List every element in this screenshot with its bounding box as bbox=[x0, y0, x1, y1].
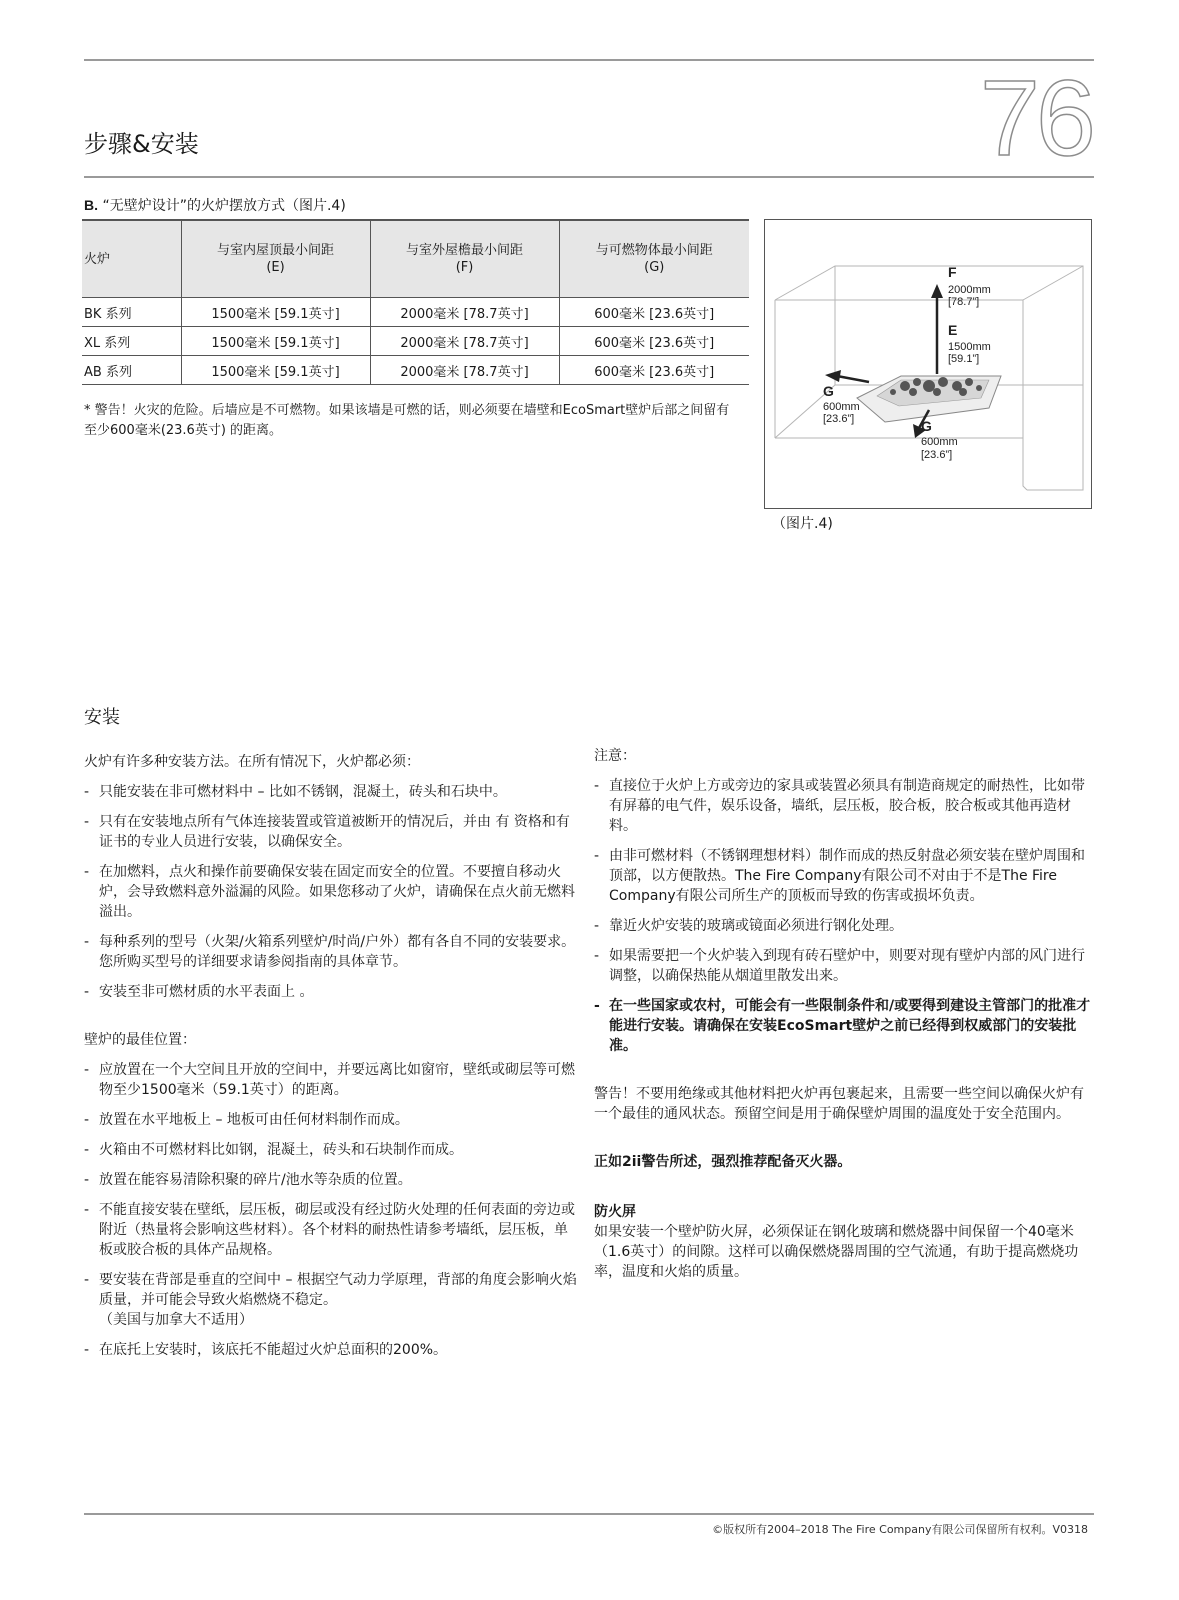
cell-model: AB 系列 bbox=[82, 356, 181, 385]
list-item: - 每种系列的型号（火架/火箱系列壁炉/时尚/户外）都有各自不同的安装要求。您所购买型号的详细要求请参阅指南的具体章节。 bbox=[84, 932, 578, 972]
label-e-mm: 1500mm bbox=[948, 341, 991, 353]
list-item: - 放置在能容易清除积聚的碎片/池水等杂质的位置。 bbox=[84, 1170, 578, 1190]
install-right-column bbox=[594, 746, 1092, 1282]
notes-heading: 注意： bbox=[594, 748, 636, 764]
section-title: “无壁炉设计”的火炉摆放方式（图片.4) bbox=[102, 198, 346, 214]
list-item: - 要安装在背部是垂直的空间中 – 根据空气动力学原理，背部的角度会影响火焰质量，并可能会导致火焰燃烧不稳定。 （美国与加拿大不适用） bbox=[84, 1270, 578, 1330]
label-g1-in: [23.6”] bbox=[823, 413, 855, 425]
combustible-wall-warning: * 警告！火灾的危险。后墙应是不可燃物。如果该墙是可燃的话，则必须要在墙壁和EcoSmart壁炉后部之间留有至少600毫米(23.6英寸) 的距离。 bbox=[84, 403, 730, 438]
list-item: - 在底托上安装时，该底托不能超过火炉总面积的200%。 bbox=[84, 1340, 578, 1360]
cell-g: 600毫米 [23.6英寸] bbox=[559, 327, 749, 356]
extinguisher-note: 正如2ii警告所述，强烈推荐配备灭火器。 bbox=[594, 1154, 852, 1170]
list-item: - 在一些国家或农村，可能会有一些限制条件和/或要得到建设主管部门的批准才能进行安装。请确保在安装EcoSmart壁炉之前已经得到权威部门的安装批准。 bbox=[594, 996, 1092, 1056]
label-f-in: [78.7”] bbox=[948, 296, 980, 308]
label-g2-letter: G bbox=[921, 418, 932, 434]
label-f-mm: 2000mm bbox=[948, 284, 991, 296]
best-position-heading: 壁炉的最佳位置： bbox=[84, 1032, 196, 1048]
list-item: - 如果需要把一个火炉装入到现有砖石壁炉中，则要对现有壁炉内部的风门进行调整，以确保热能从烟道里散发出来。 bbox=[594, 946, 1092, 986]
clearance-diagram bbox=[765, 220, 1091, 508]
label-g2-in: [23.6”] bbox=[921, 449, 953, 461]
table-row bbox=[82, 298, 749, 327]
header-stove: 火炉 bbox=[82, 220, 181, 298]
top-rule bbox=[84, 59, 1094, 61]
cell-model: XL 系列 bbox=[82, 327, 181, 356]
cell-g: 600毫米 [23.6英寸] bbox=[559, 298, 749, 327]
clearance-figure bbox=[764, 219, 1092, 509]
label-e-letter: E bbox=[948, 322, 958, 338]
label-g2-mm: 600mm bbox=[921, 436, 958, 448]
list-item: - 不能直接安装在壁纸，层压板，砌层或没有经过防火处理的任何表面的旁边或附近（热量将会影响这些材料）。各个材料的耐热性请参考墙纸，层压板，单板或胶合板的具体产品规格。 bbox=[84, 1200, 578, 1260]
page-number: 76 bbox=[979, 57, 1092, 178]
cell-e: 1500毫米 [59.1英寸] bbox=[181, 356, 370, 385]
header-combustible-clearance: 与可燃物体最小间距 (G) bbox=[559, 220, 749, 298]
cell-e: 1500毫米 [59.1英寸] bbox=[181, 298, 370, 327]
label-f-letter: F bbox=[948, 264, 957, 280]
copyright-footer: ©版权所有2004–2018 The Fire Company有限公司保留所有权利。V0318 bbox=[712, 1523, 1088, 1536]
list-item: - 在加燃料，点火和操作前要确保安装在固定而安全的位置。不要擅自移动火炉，会导致燃料意外溢漏的风险。如果您移动了火炉，请确保在点火前无燃料溢出。 bbox=[84, 862, 578, 922]
cell-g: 600毫米 [23.6英寸] bbox=[559, 356, 749, 385]
label-g1-letter: G bbox=[823, 383, 834, 399]
header-ceiling-clearance: 与室内屋顶最小间距 (E) bbox=[181, 220, 370, 298]
footer-rule bbox=[84, 1513, 1094, 1515]
list-item: - 靠近火炉安装的玻璃或镜面必须进行钢化处理。 bbox=[594, 916, 1092, 936]
install-intro: 火炉有许多种安装方法。在所有情况下，火炉都必须： bbox=[84, 754, 420, 770]
notes-list bbox=[594, 776, 1092, 1056]
fire-screen-heading: 防火屏 bbox=[594, 1204, 636, 1220]
page-title: 步骤&安装 bbox=[84, 130, 199, 158]
header-eave-clearance: 与室外屋檐最小间距 (F) bbox=[370, 220, 559, 298]
ventilation-warning: 警告！不要用绝缘或其他材料把火炉再包裹起来，且需要一些空间以确保火炉有一个最佳的通风状态。预留空间是用于确保壁炉周围的温度处于安全范围内。 bbox=[594, 1086, 1084, 1122]
list-item: - 应放置在一个大空间且开放的空间中，并要远离比如窗帘，壁纸或砌层等可燃物至少1500毫米（59.1英寸）的距离。 bbox=[84, 1060, 578, 1100]
list-item: - 只能安装在非可燃材料中 – 比如不锈钢，混凝土，砖头和石块中。 bbox=[84, 782, 578, 802]
list-item: - 只有在安装地点所有气体连接装置或管道被断开的情况后，并由 有 资格和有证书的专业人员进行安装，以确保安全。 bbox=[84, 812, 578, 852]
label-e-in: [59.1”] bbox=[948, 353, 980, 365]
requirements-list bbox=[84, 782, 578, 1002]
table-row bbox=[82, 356, 749, 385]
figure-caption: （图片.4) bbox=[772, 516, 833, 532]
cell-f: 2000毫米 [78.7英寸] bbox=[370, 356, 559, 385]
cell-e: 1500毫米 [59.1英寸] bbox=[181, 327, 370, 356]
best-position-list bbox=[84, 1060, 578, 1360]
list-item: - 直接位于火炉上方或旁边的家具或装置必须具有制造商规定的耐热性，比如带有屏幕的电气件，娱乐设备，墙纸，层压板，胶合板，胶合板或其他再造材料。 bbox=[594, 776, 1092, 836]
list-item: - 安装至非可燃材质的水平表面上 。 bbox=[84, 982, 578, 1002]
cell-f: 2000毫米 [78.7英寸] bbox=[370, 298, 559, 327]
distance-table bbox=[82, 219, 749, 385]
list-item: - 火箱由不可燃材料比如钢，混凝土，砖头和石块制作而成。 bbox=[84, 1140, 578, 1160]
header-rule bbox=[84, 176, 1094, 178]
cell-f: 2000毫米 [78.7英寸] bbox=[370, 327, 559, 356]
list-item: - 由非可燃材料（不锈钢理想材料）制作而成的热反射盘必须安装在壁炉周围和顶部，以方便散热。The Fire Company有限公司不对由于不是The Fire Company有限公司所生产的顶板而导致的伤害或损坏负责。 bbox=[594, 846, 1092, 906]
section-heading bbox=[84, 195, 346, 216]
install-heading: 安装 bbox=[84, 707, 120, 728]
table-row bbox=[82, 327, 749, 356]
section-label: B. bbox=[84, 197, 98, 213]
install-left-column bbox=[84, 752, 578, 1360]
cell-model: BK 系列 bbox=[82, 298, 181, 327]
table-header-row bbox=[82, 220, 749, 298]
label-g1-mm: 600mm bbox=[823, 401, 860, 413]
list-item: - 放置在水平地板上 – 地板可由任何材料制作而成。 bbox=[84, 1110, 578, 1130]
fire-screen-text: 如果安装一个壁炉防火屏，必须保证在钢化玻璃和燃烧器中间保留一个40毫米（1.6英寸）的间隙。这样可以确保燃烧器周围的空气流通，有助于提高燃烧功率，温度和火焰的质量。 bbox=[594, 1224, 1079, 1280]
